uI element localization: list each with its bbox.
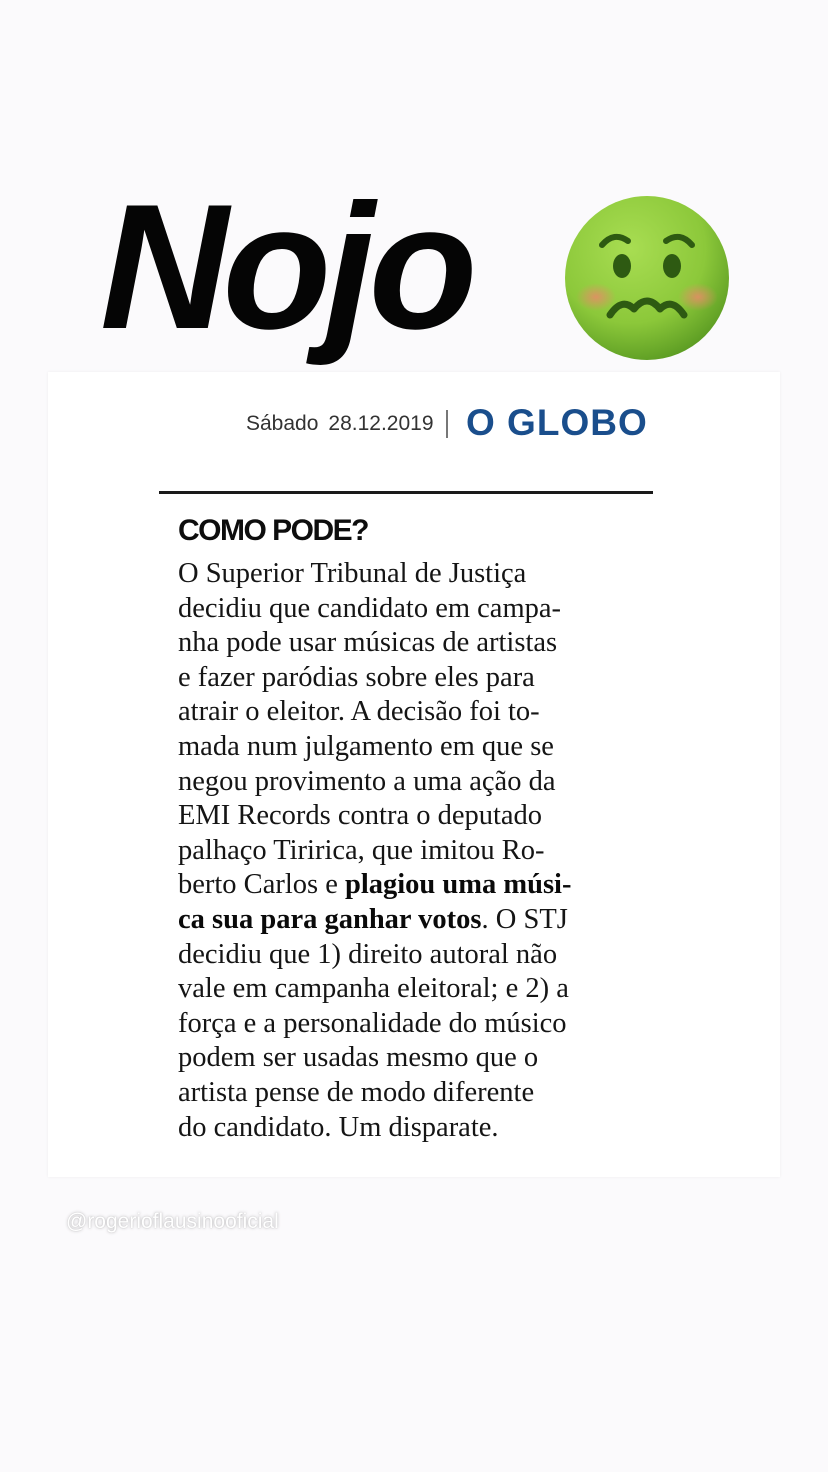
article-line: atrair o eleitor. A decisão foi to-: [178, 696, 540, 728]
author-watermark: @rogerioflausinooficial: [66, 1210, 279, 1233]
article-line: artista pense de modo diferente: [178, 1076, 535, 1108]
nauseated-face-icon: [562, 193, 732, 363]
newspaper-clipping: [48, 372, 780, 1177]
newspaper-logo: O GLOBO: [466, 402, 648, 443]
article-line: negou provimento a uma ação da: [178, 765, 556, 797]
story-headline: Nojo: [100, 167, 472, 366]
publication-date: [246, 412, 434, 436]
article-highlight: plagiou uma músi-: [345, 869, 572, 901]
article-line: [178, 903, 658, 938]
article-line: força e a personalidade do músico: [178, 1007, 567, 1039]
article-line: EMI Records contra o deputado: [178, 800, 543, 832]
article-line: vale em campanha eleitoral; e 2) a: [178, 973, 569, 1005]
article-body: [178, 557, 658, 1145]
article-line: decidiu que candidato em campa-: [178, 592, 561, 624]
article-line: O Superior Tribunal de Justiça: [178, 558, 527, 589]
masthead: [48, 402, 780, 452]
article-text: berto Carlos e: [178, 869, 345, 901]
article-line: [178, 868, 658, 903]
masthead-divider: [446, 410, 448, 438]
article-text: . O STJ: [481, 903, 568, 935]
article-highlight: ca sua para ganhar votos: [178, 903, 482, 935]
article-line: decidiu que 1) direito autoral não: [178, 938, 558, 970]
article-line: mada num julgamento em que se: [178, 730, 554, 762]
article-line: nha pode usar músicas de artistas: [178, 627, 558, 659]
article-line: do candidato. Um disparate.: [178, 1111, 499, 1143]
article-line: podem ser usadas mesmo que o: [178, 1042, 539, 1074]
publication-weekday: Sábado: [246, 412, 319, 435]
article-line: palhaço Tiririca, que imitou Ro-: [178, 834, 545, 866]
article-line: e fazer paródias sobre eles para: [178, 661, 535, 693]
column-title: COMO PODE?: [178, 514, 369, 547]
publication-date-value: 28.12.2019: [328, 412, 434, 435]
column-rule: [159, 491, 653, 494]
